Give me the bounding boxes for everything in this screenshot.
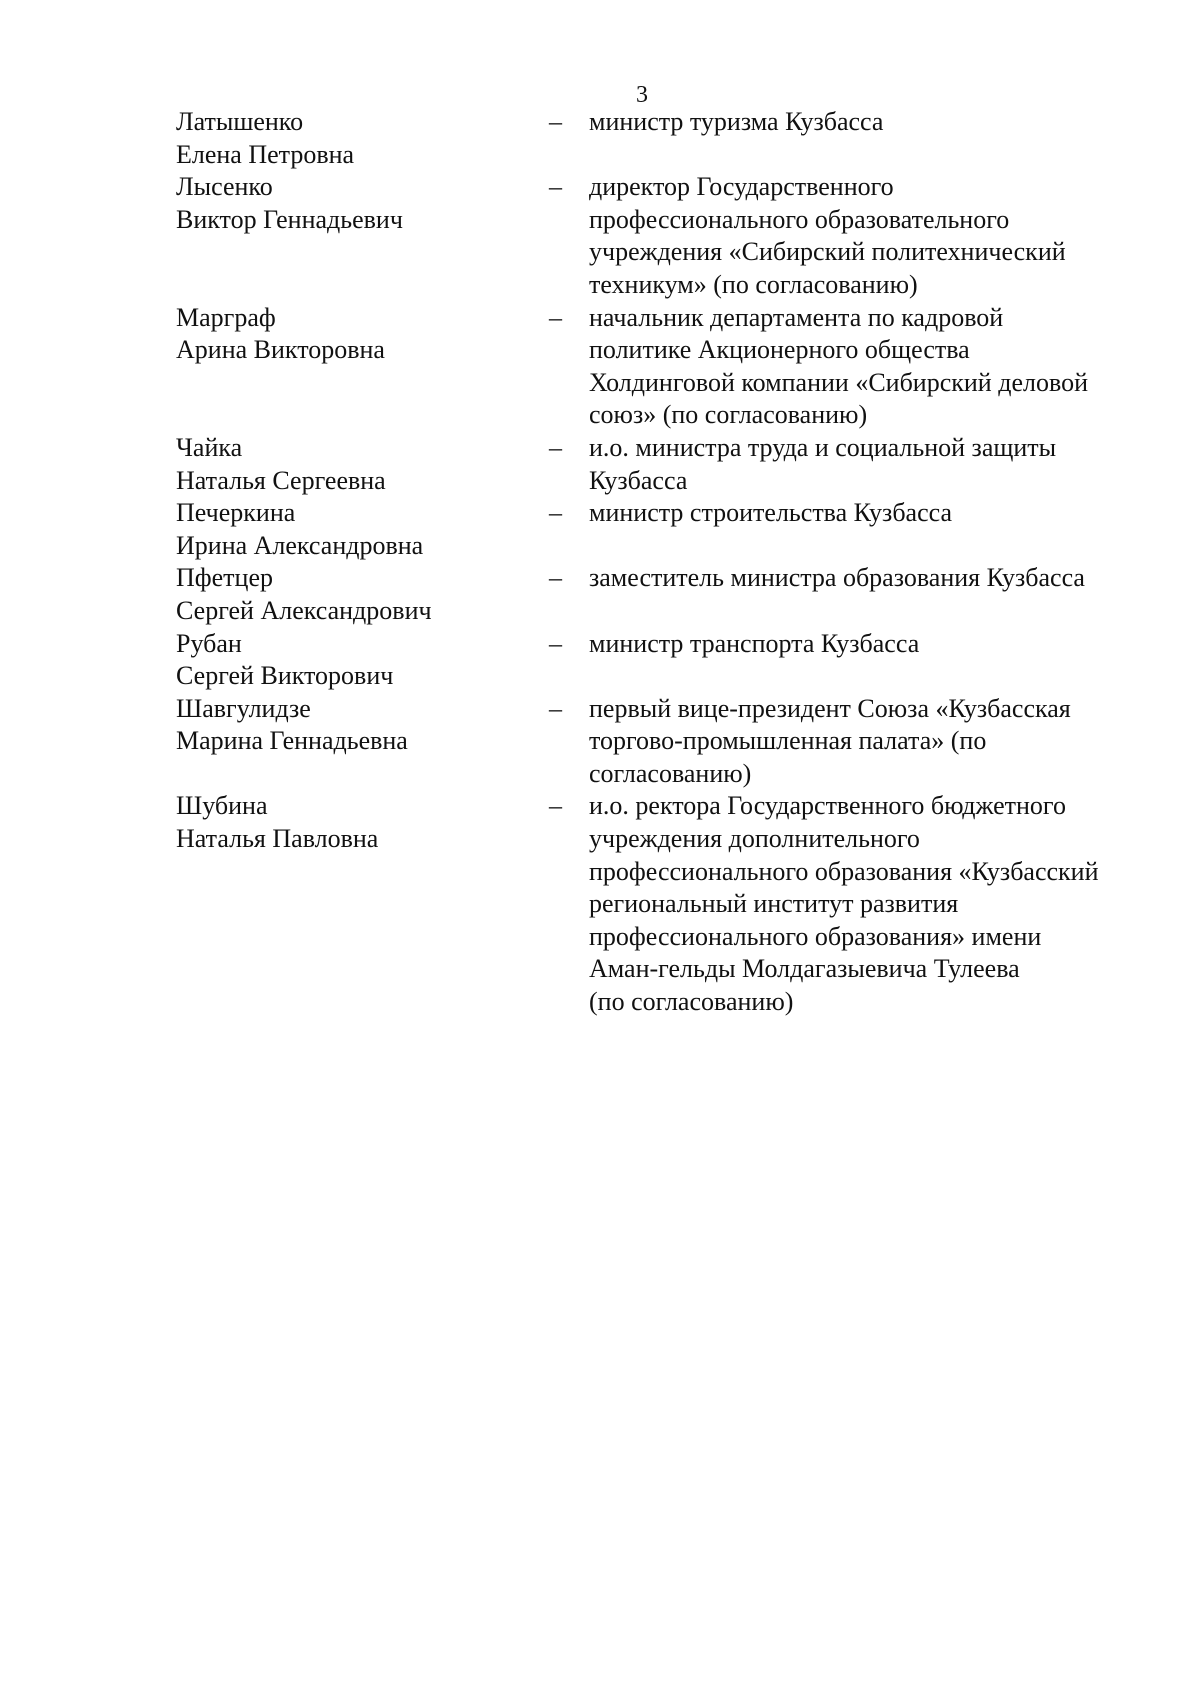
member-surname: Лысенко (176, 172, 273, 202)
role-line: министр транспорта Кузбасса (589, 628, 920, 658)
role-line: учреждения «Сибирский политехнический (589, 237, 1066, 267)
dash-separator: – (549, 498, 562, 528)
member-given-names: Арина Викторовна (176, 335, 385, 365)
dash-separator: – (549, 693, 562, 723)
member-given-names: Виктор Геннадьевич (176, 204, 403, 234)
member-entry (0, 693, 1200, 791)
role-line: техникум» (по согласованию) (589, 269, 918, 299)
member-name (176, 171, 536, 236)
role-line: торгово-промышленная палата» (по (589, 726, 987, 756)
member-role (589, 432, 1149, 497)
member-role (589, 562, 1149, 627)
member-given-names: Марина Геннадьевна (176, 726, 408, 756)
member-role (589, 106, 1149, 171)
member-entry (0, 497, 1200, 562)
member-entry (0, 171, 1200, 301)
member-given-names: Наталья Павловна (176, 824, 379, 854)
member-surname: Шавгулидзе (176, 693, 311, 723)
member-name (176, 790, 536, 855)
dash-separator: – (549, 628, 562, 658)
role-line: учреждения дополнительного (589, 824, 920, 854)
page-number: 3 (636, 82, 648, 108)
member-given-names: Ирина Александровна (176, 530, 424, 560)
member-surname: Рубан (176, 628, 242, 658)
member-surname: Латышенко (176, 107, 304, 136)
member-given-names: Наталья Сергеевна (176, 465, 386, 495)
role-line: начальник департамента по кадровой (589, 302, 1004, 332)
member-name (176, 497, 536, 562)
member-given-names: Елена Петровна (176, 139, 355, 169)
role-line: профессионального образовательного (589, 204, 1010, 234)
role-line: и.о. министра труда и социальной защиты (589, 432, 1057, 462)
role-line: и.о. ректора Государственного бюджетного (589, 791, 1066, 821)
dash-separator: – (549, 302, 562, 332)
member-role (589, 790, 1149, 1018)
member-surname: Пфетцер (176, 563, 273, 593)
member-entry (0, 106, 1200, 171)
member-entry (0, 628, 1200, 693)
role-line: профессионального образования «Кузбасский (589, 856, 1099, 886)
dash-separator: – (549, 563, 562, 593)
member-entry (0, 432, 1200, 497)
member-name (176, 693, 536, 758)
role-line: профессионального образования» имени (589, 921, 1042, 951)
role-line: первый вице-президент Союза «Кузбасская (589, 693, 1071, 723)
role-line: министр туризма Кузбасса (589, 107, 884, 136)
member-surname: Печеркина (176, 498, 296, 528)
role-line: (по согласованию) (589, 987, 794, 1017)
member-surname: Чайка (176, 432, 243, 462)
member-surname: Шубина (176, 791, 268, 821)
dash-separator: – (549, 107, 562, 136)
member-role (589, 628, 1149, 693)
role-line: Кузбасса (589, 465, 688, 495)
member-name (176, 106, 536, 171)
dash-separator: – (549, 432, 562, 462)
role-line: политике Акционерного общества (589, 335, 970, 365)
role-line: заместитель министра образования Кузбасса (589, 563, 1085, 593)
role-line: директор Государственного (589, 172, 894, 202)
role-line: Аман-гельды Молдагазыевича Тулеева (589, 954, 1020, 984)
role-line: согласованию) (589, 758, 752, 788)
member-entry (0, 790, 1200, 1018)
member-role (589, 171, 1149, 301)
member-name (176, 432, 536, 497)
member-role (589, 693, 1149, 791)
role-line: Холдинговой компании «Сибирский деловой (589, 367, 1088, 397)
member-given-names: Сергей Викторович (176, 661, 394, 691)
members-list (0, 106, 1200, 1019)
role-line: министр строительства Кузбасса (589, 498, 953, 528)
member-role (589, 302, 1149, 432)
member-name (176, 562, 536, 627)
member-given-names: Сергей Александрович (176, 595, 432, 625)
dash-separator: – (549, 791, 562, 821)
member-name (176, 628, 536, 693)
dash-separator: – (549, 172, 562, 202)
member-role (589, 497, 1149, 562)
member-name (176, 302, 536, 367)
member-entry (0, 302, 1200, 432)
role-line: региональный институт развития (589, 889, 959, 919)
role-line: союз» (по согласованию) (589, 400, 868, 430)
member-surname: Марграф (176, 302, 276, 332)
member-entry (0, 562, 1200, 627)
